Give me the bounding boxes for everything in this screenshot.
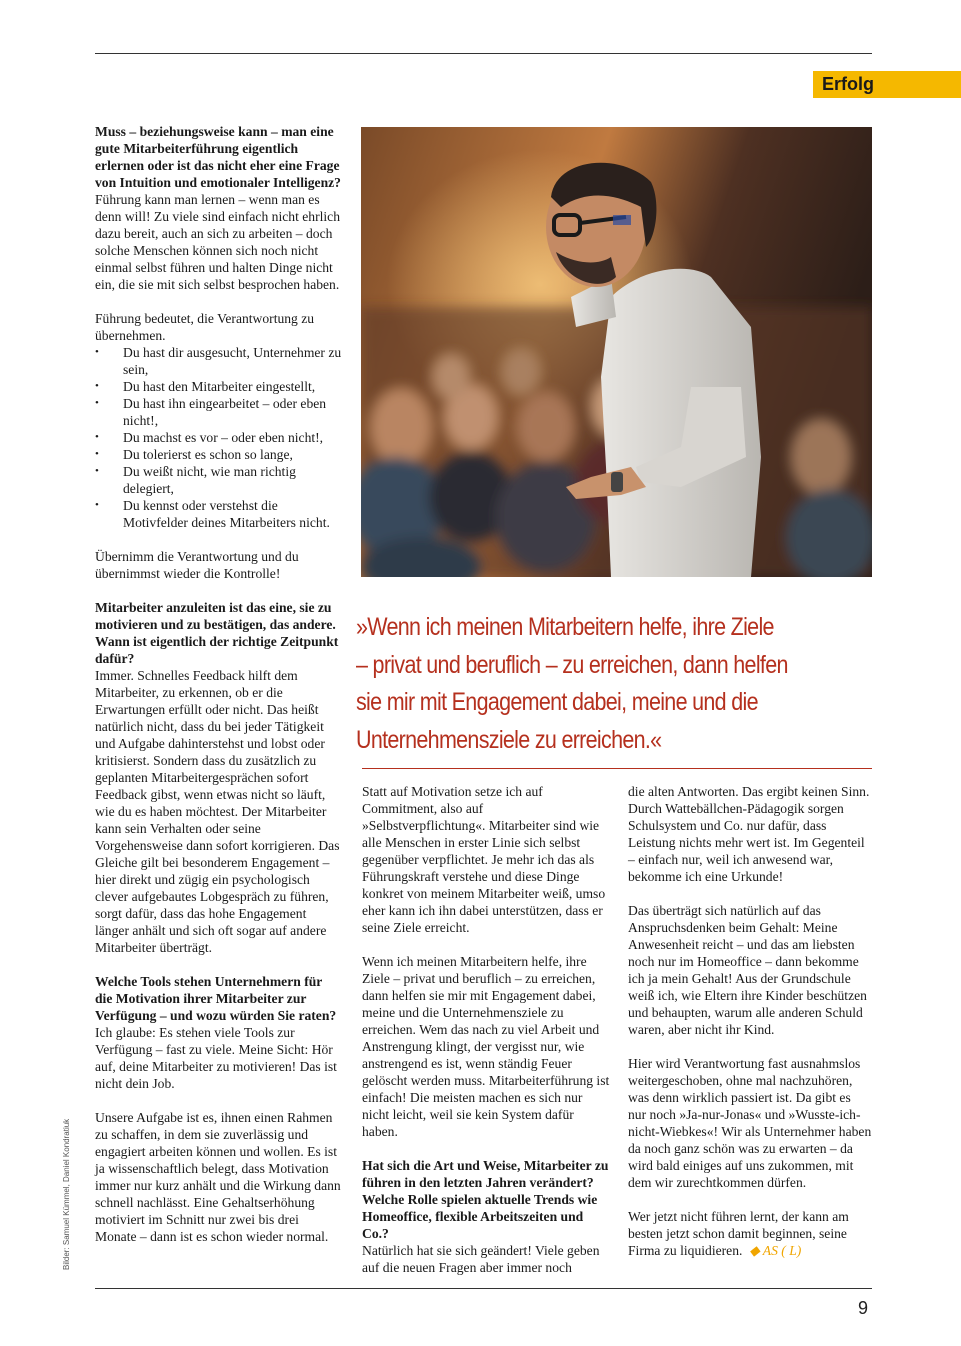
list-item: • Du weißt nicht, wie man richtig delegiert, xyxy=(95,463,342,497)
section-tab: Erfolg xyxy=(813,71,961,98)
question-1: Muss – beziehungsweise kann – man eine gute Mitarbeiterführung eigentlich erlernen oder ist das nicht eher eine Frage von Intuition und emotionaler Intelligenz? xyxy=(95,124,341,190)
paragraph-old-answers: die alten Antworten. Das ergibt keinen Sinn. Durch Wattebällchen-Pädagogik sorgen Schulsystem und Co. nur dafür, dass Leistung nichts mehr wert ist. Im Gegenteil – einfach nur, weil ich anwesend war, bekomme ich eine Urkunde! xyxy=(628,784,870,884)
author-signature: ◆ AS ( L) xyxy=(749,1243,802,1258)
paragraph-commitment: Statt auf Motivation setze ich auf Commitment, also auf »Selbstverpflichtung«. Mitarbeiter sind wie alle Menschen in erster Linie sich selbst gegenüber verpflichtet. Je mehr ich das als Führungskraft verstehe und diese Dinge konkret von meinem Mitarbeiter weiß, umso eher kann ich ihn dabei unterstützen, dass er seine Ziele erreicht. xyxy=(362,784,606,935)
answer-3: Ich glaube: Es stehen viele Tools zur Verfügung – fast zu viele. Meine Sicht: Hör auf, deine Mitarbeiter zu motivieren! Das ist nicht dein Job. xyxy=(95,1025,337,1091)
pull-quote-line: »Wenn ich meinen Mitarbeitern helfe, ihre Ziele xyxy=(356,613,774,641)
column-2 xyxy=(362,783,610,1276)
question-4: Hat sich die Art und Weise, Mitarbeiter zu führen in den letzten Jahren verändert? Welche Rolle spielen aktuelle Trends wie Homeoffice, flexible Arbeitszeiten und Co.? xyxy=(362,1158,609,1241)
answer-4: Natürlich hat sie sich geändert! Viele geben auf die neuen Fragen aber immer noch xyxy=(362,1243,600,1275)
list-item: • Du machst es vor – oder eben nicht!, xyxy=(95,429,342,446)
list-item: • Du tolerierst es schon so lange, xyxy=(95,446,342,463)
list-item: • Du hast dir ausgesucht, Unternehmer zu sein, xyxy=(95,344,342,378)
pull-quote-line: Unternehmensziele zu erreichen.« xyxy=(356,725,662,754)
column-3 xyxy=(628,783,872,1259)
quote-rule xyxy=(362,768,872,769)
answer-1: Führung kann man lernen – wenn man es denn will! Zu viele sind einfach nicht ehrlich dazu bereit, auch an sich zu arbeiten – doch solche Menschen können sich noch nicht einmal selbst führen und halten Dinge nicht ein, die sie mit sich selbst besprochen haben. xyxy=(95,192,340,292)
paragraph-responsibility: Führung bedeutet, die Verantwortung zu übernehmen. xyxy=(95,311,315,343)
closing-text: Wer jetzt nicht führen lernt, der kann am besten jetzt schon damit beginnen, seine Firma zu liquidieren. xyxy=(628,1209,849,1258)
page-number: 9 xyxy=(858,1298,869,1318)
list-item: • Du hast ihn eingearbeitet – oder eben nicht!, xyxy=(95,395,342,429)
speaker-photo xyxy=(361,127,872,577)
question-3: Welche Tools stehen Unternehmern für die Motivation ihrer Mitarbeiter zur Verfügung – und wozu würden Sie raten? xyxy=(95,974,337,1023)
answer-2: Immer. Schnelles Feedback hilft dem Mitarbeiter, zu erkennen, ob er die Erwartungen erfüllt oder nicht. Das heißt natürlich nicht, dass du bei jeder Tätigkeit und Aufgabe dahinterstehst und lobst oder kritisierst. Sondern dass du zusätzlich zu geplanten Mitarbeitergesprächen sofort Feedback gibst, wenn etwas nicht so läuft, wie du es haben möchtest. Der Mitarbeiter kann sein Verhalten oder seine Vorgehensweise dann sofort korrigieren. Das Gleiche gilt bei besonderem Engagement – hier direkt und zügig ein psychologisch clever aufgebautes Lobgespräch zu führen, sorgt dafür, dass das hohe Engagement länger anhält und sich oft sogar auf andere Mitarbeiter überträgt. xyxy=(95,668,340,955)
question-2: Mitarbeiter anzuleiten ist das eine, sie zu motivieren und zu bestätigen, das andere. Wann ist eigentlich der richtige Zeitpunkt dafür? xyxy=(95,600,339,666)
list-item: • Du hast den Mitarbeiter eingestellt, xyxy=(95,378,342,395)
paragraph-salary: Das überträgt sich natürlich auf das Anspruchsdenken beim Gehalt: Meine Anwesenheit reicht – und das am liebsten noch nur im Homeoffice – dann bekomme ich ja mein Gehalt! Aus der Grundschule weiß ich, wie Eltern ihre Kinder beschützen und behaupten, warum alle anderen Schuld waren, aber nicht ihr Kind. xyxy=(628,903,867,1037)
bullet-list xyxy=(95,344,342,531)
pull-quote-line: sie mir mit Engagement dabei, meine und die xyxy=(356,688,758,716)
photo-credit: Bilder: Samuel Kümmel, Daniel Kondratiuk xyxy=(62,1118,71,1270)
paragraph-control: Übernimm die Verantwortung und du übernimmst wieder die Kontrolle! xyxy=(95,549,299,581)
paragraph-responsibility-shift: Hier wird Verantwortung fast ausnahmslos weitergeschoben, ohne mal nachzuhören, was denn wirklich passiert ist. Da gibt es nur noch »Ja-nur-Jonas« und »Wusste-ich-nicht-Wiebkes«! Wir als Unternehmer haben da noch ganz schön was zu erwarten – da wird bald einiges auf uns zukommen, mit dem wir zurechtkommen dürfen. xyxy=(628,1056,872,1190)
list-item: • Du kennst oder verstehst die Motivfelder deines Mitarbeiters nicht. xyxy=(95,497,342,531)
bottom-rule xyxy=(95,1288,872,1289)
pull-quote-line: – privat und beruflich – zu erreichen, dann helfen xyxy=(356,650,788,679)
paragraph-closing xyxy=(628,1208,872,1259)
column-1 xyxy=(95,123,342,1245)
pull-quote xyxy=(356,609,800,759)
paragraph-helping: Wenn ich meinen Mitarbeitern helfe, ihre Ziele – privat und beruflich – zu erreichen, dann helfen sie mir mit Engagement dabei, meine und die Unternehmensziele zu erreichen. Wem das nach zu viel Arbeit und Anstrengung klingt, der vergisst nur, wie anstrengend es ist, wenn ständig Feuer gelöscht werden muss. Mitarbeiterführung ist einfach! Die meisten machen es sich nur nicht leicht, weil sie kein System dafür haben. xyxy=(362,954,610,1139)
top-rule xyxy=(95,53,872,54)
paragraph-framework: Unsere Aufgabe ist es, ihnen einen Rahmen zu schaffen, in dem sie zuverlässig und engagiert arbeiten können und wollen. Es ist ja wissenschaftlich belegt, dass Motivation immer nur kurz anhält und die Wirkung dann schnell nachlässt. Eine Gehaltserhöhung motiviert im Schnitt nur zwei bis drei Monate – dann ist es schon wieder normal. xyxy=(95,1110,341,1244)
